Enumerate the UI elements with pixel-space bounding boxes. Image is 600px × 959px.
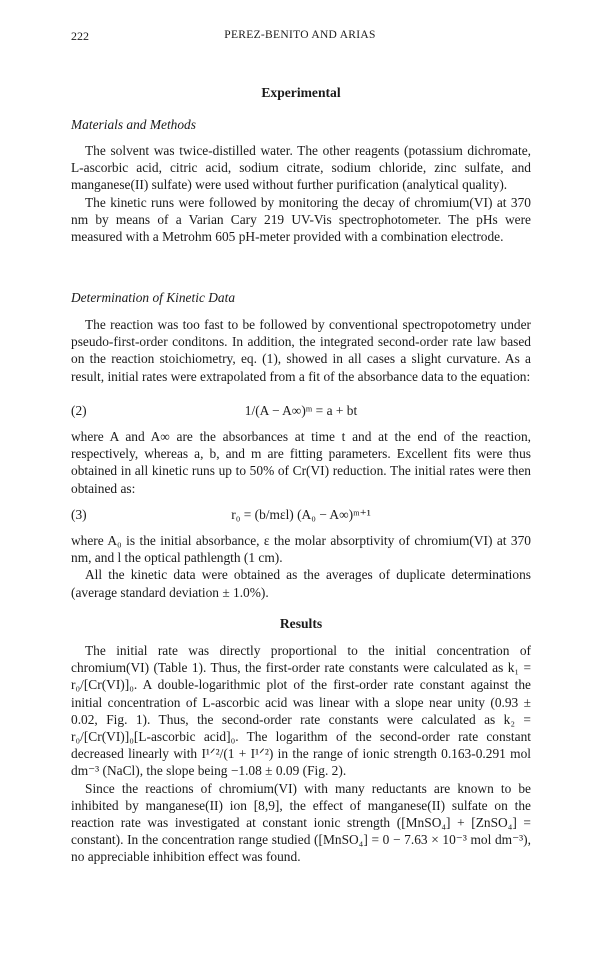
experimental-heading: Experimental <box>261 85 341 100</box>
paragraph: The initial rate was directly proportional to the initial concentration of chromium(VI) (Table 1). Thus, the first-order rate constants were calculated as k₁ = r₀/[Cr(VI)]₀. A double-logarithmic plot of the first-order rate constant against the initial concentration of L-ascorbic acid was linear with a slope near unity (0.93 ± 0.02, Fig. 1). Thus, the second-order rate constants were calculated as k₂ = r₀/[Cr(VI)]₀[L-ascorbic acid]₀. The logarithm of the second-order rate constant decreased linearly with I¹ᐟ²/(1 + I¹ᐟ²) in the range of ionic strength 0.163-0.291 mol dm⁻³ (NaCl), the slope being −1.08 ± 0.09 (Fig. 2). <box>71 643 531 779</box>
results-heading: Results <box>279 616 323 631</box>
kinetic-text-1 <box>71 316 531 385</box>
paragraph: where A and A∞ are the absorbances at time t and at the end of the reaction, respectively, whereas a, b, and m are fitting parameters. Excellent fits were thus obtained in all kinetic runs up to 50% of Cr(VI) reduction. The initial rates were then obtained as: <box>71 429 531 496</box>
equation-number: (2) <box>71 403 87 418</box>
paragraph: The kinetic runs were followed by monitoring the decay of chromium(VI) at 370 nm by means of a Varian Cary 219 UV-Vis spectrophotometer. The pHs were measured with a Metrohm 605 pH-meter provided with a combination electrode. <box>71 194 531 245</box>
paragraph: Since the reactions of chromium(VI) with many reductants are known to be inhibited by manganese(II) ion [8,9], the effect of manganese(II) sulfate on the reaction rate was investigated at constant ionic strength ([MnSO₄] + [ZnSO₄] = constant). In the concentration range studied ([MnSO₄] = 0 − 7.63 × 10⁻³ mol dm⁻³), no appreciable inhibition effect was found. <box>71 780 531 865</box>
page-header <box>71 29 529 45</box>
kinetic-subheading: Determination of Kinetic Data <box>71 290 236 305</box>
results-text <box>71 642 531 866</box>
equation-expression: 1/(A − A∞)ᵐ = a + bt <box>244 403 358 418</box>
kinetic-text-3 <box>71 532 531 601</box>
kinetic-text-2 <box>71 428 531 497</box>
running-head: PEREZ-BENITO AND ARIAS <box>224 29 376 41</box>
paragraph: The solvent was twice-distilled water. The other reagents (potassium dichromate, L-ascorbic acid, citric acid, sodium citrate, sodium chloride, zinc sulfate, and manganese(II) sulfate) were used without further purification (analytical quality). <box>71 143 531 193</box>
materials-text <box>71 142 531 245</box>
paragraph: The reaction was too fast to be followed by conventional spectropotometry under pseudo-first-order conditons. In addition, the integrated second-order rate law based on the reaction stoichiometry, eq. (1), showed in all cases a slight curvature. As a result, initial rates were extrapolated from a fit of the absorbance data to the equation: <box>71 317 531 384</box>
paragraph: where A₀ is the initial absorbance, ε the molar absorptivity of chromium(VI) at 370 nm, and l the optical pathlength (1 cm). <box>71 533 531 566</box>
materials-subheading: Materials and Methods <box>71 117 196 132</box>
equation-expression: r₀ = (b/mεl) (A₀ − A∞)ᵐ⁺¹ <box>231 507 371 522</box>
equation-2 <box>71 403 531 421</box>
paragraph: All the kinetic data were obtained as the averages of duplicate determinations (average standard deviation ± 1.0%). <box>71 567 531 600</box>
equation-3 <box>71 507 531 525</box>
equation-number: (3) <box>71 507 87 522</box>
page-number: 222 <box>71 29 89 43</box>
